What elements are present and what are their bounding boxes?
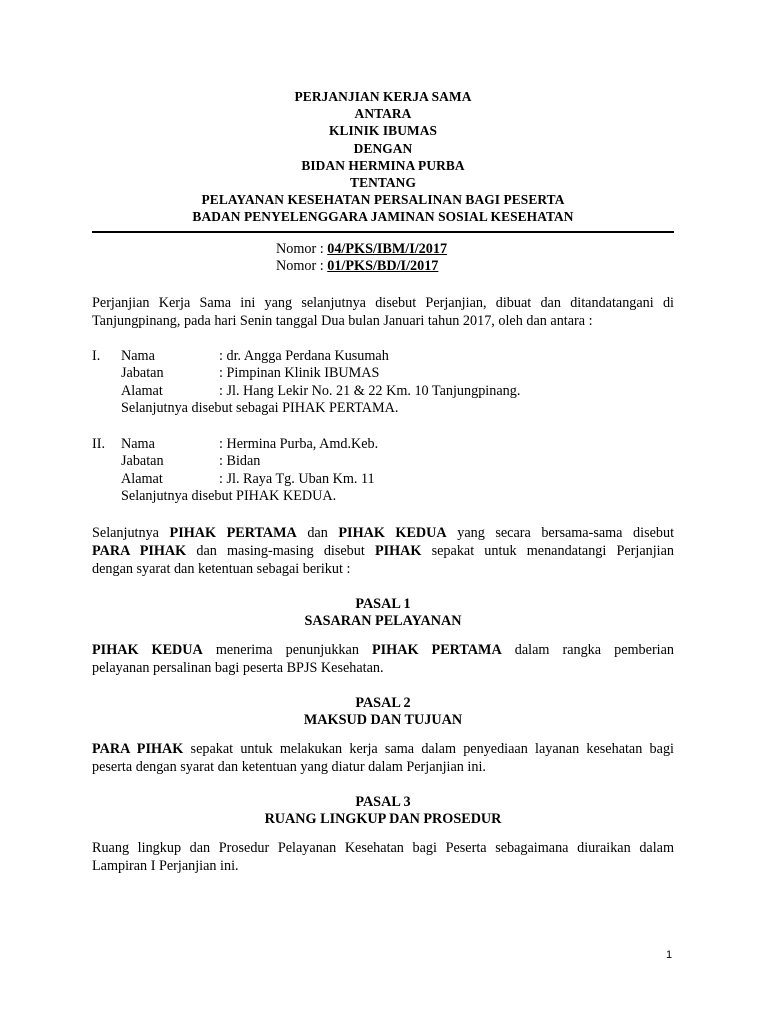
pasal-2-line-2: peserta dengan syarat dan ketentuan yang diatur dalam Perjanjian ini.: [92, 758, 486, 775]
field-label: Alamat: [121, 382, 163, 399]
pasal-title: SASARAN PELAYANAN: [304, 613, 462, 630]
pasal-1-line-1: PIHAK KEDUA menerima penunjukkan PIHAK PERTAMA dalam rangka pemberian: [92, 641, 675, 658]
pasal-3-body: [92, 839, 674, 875]
pasal-3-line-2: Lampiran I Perjanjian ini.: [92, 857, 239, 874]
pasal-3-line-1: Ruang lingkup dan Prosedur Pelayanan Kesehatan bagi Peserta sebagaimana diuraikan dalam: [92, 839, 674, 856]
nomor-value: 01/PKS/BD/I/2017: [327, 258, 439, 275]
agreement-line-1: Selanjutnya PIHAK PERTAMA dan PIHAK KEDUA yang secara bersama-sama disebut: [92, 524, 675, 541]
intro-paragraph: [92, 294, 674, 330]
field-label: Nama: [121, 435, 155, 452]
pasal-3-heading: [92, 794, 674, 829]
field-value: : Hermina Purba, Amd.Keb.: [219, 435, 379, 452]
pasal-2-body: [92, 740, 674, 776]
field-value: : dr. Angga Perdana Kusumah: [219, 347, 389, 364]
field-label: Jabatan: [121, 365, 164, 382]
nomor-value: 04/PKS/IBM/I/2017: [327, 240, 448, 257]
agreement-line-3: dengan syarat dan ketentuan sebagai berikut :: [92, 560, 351, 577]
field-value: : Jl. Hang Lekir No. 21 & 22 Km. 10 Tanjungpinang.: [219, 382, 521, 399]
title-line: BADAN PENYELENGGARA JAMINAN SOSIAL KESEHATAN: [192, 209, 574, 225]
pasal-title: RUANG LINGKUP DAN PROSEDUR: [264, 811, 502, 828]
intro-line-2: Tanjungpinang, pada hari Senin tanggal Dua bulan Januari tahun 2017, oleh dan antara :: [92, 312, 593, 329]
pasal-2-line-1: PARA PIHAK sepakat untuk melakukan kerja sama dalam penyediaan layanan kesehatan bagi: [92, 740, 674, 757]
nomor-line-1: [276, 241, 674, 259]
pasal-1-body: [92, 641, 674, 677]
intro-line-1: Perjanjian Kerja Sama ini yang selanjutnya disebut Perjanjian, dibuat dan ditandatangani di: [92, 294, 674, 311]
title-line: PERJANJIAN KERJA SAMA: [294, 89, 472, 104]
title-line: PELAYANAN KESEHATAN PERSALINAN BAGI PESERTA: [201, 192, 565, 208]
field-label: Alamat: [121, 470, 163, 487]
field-value: : Jl. Raya Tg. Uban Km. 11: [219, 470, 375, 487]
pasal-number: PASAL 2: [355, 694, 411, 711]
field-value: : Bidan: [219, 453, 261, 470]
pasal-1-line-2: pelayanan persalinan bagi peserta BPJS Kesehatan.: [92, 659, 384, 676]
document-page: [92, 88, 674, 875]
party-roman: II.: [92, 435, 105, 452]
pasal-1-heading: [92, 596, 674, 631]
pasal-2-heading: [92, 695, 674, 730]
party-note: Selanjutnya disebut sebagai PIHAK PERTAMA.: [121, 400, 399, 417]
party-first: [92, 348, 674, 418]
pasal-number: PASAL 1: [355, 595, 411, 612]
nomor-line-2: [276, 258, 674, 276]
party-roman: I.: [92, 347, 101, 364]
agreement-line-2: PARA PIHAK dan masing-masing disebut PIHAK sepakat untuk menandatangi Perjanjian: [92, 542, 674, 559]
pasal-number: PASAL 3: [355, 793, 411, 810]
field-label: Nama: [121, 347, 155, 364]
title-line: TENTANG: [350, 175, 416, 191]
party-second: [92, 436, 674, 506]
title-line: ANTARA: [354, 106, 412, 122]
document-numbers: [92, 241, 674, 276]
agreement-paragraph: [92, 524, 674, 578]
nomor-label: Nomor :: [276, 258, 328, 275]
field-label: Jabatan: [121, 453, 164, 470]
party-note: Selanjutnya disebut PIHAK KEDUA.: [121, 488, 337, 505]
title-divider: [92, 231, 674, 233]
title-line: KLINIK IBUMAS: [328, 123, 438, 139]
title-line: DENGAN: [353, 140, 413, 156]
title-line: BIDAN HERMINA PURBA: [301, 157, 465, 173]
field-value: : Pimpinan Klinik IBUMAS: [219, 365, 380, 382]
nomor-label: Nomor :: [276, 240, 328, 257]
pasal-title: MAKSUD DAN TUJUAN: [303, 712, 463, 729]
page-number: 1: [666, 949, 673, 961]
document-title: [92, 88, 674, 226]
